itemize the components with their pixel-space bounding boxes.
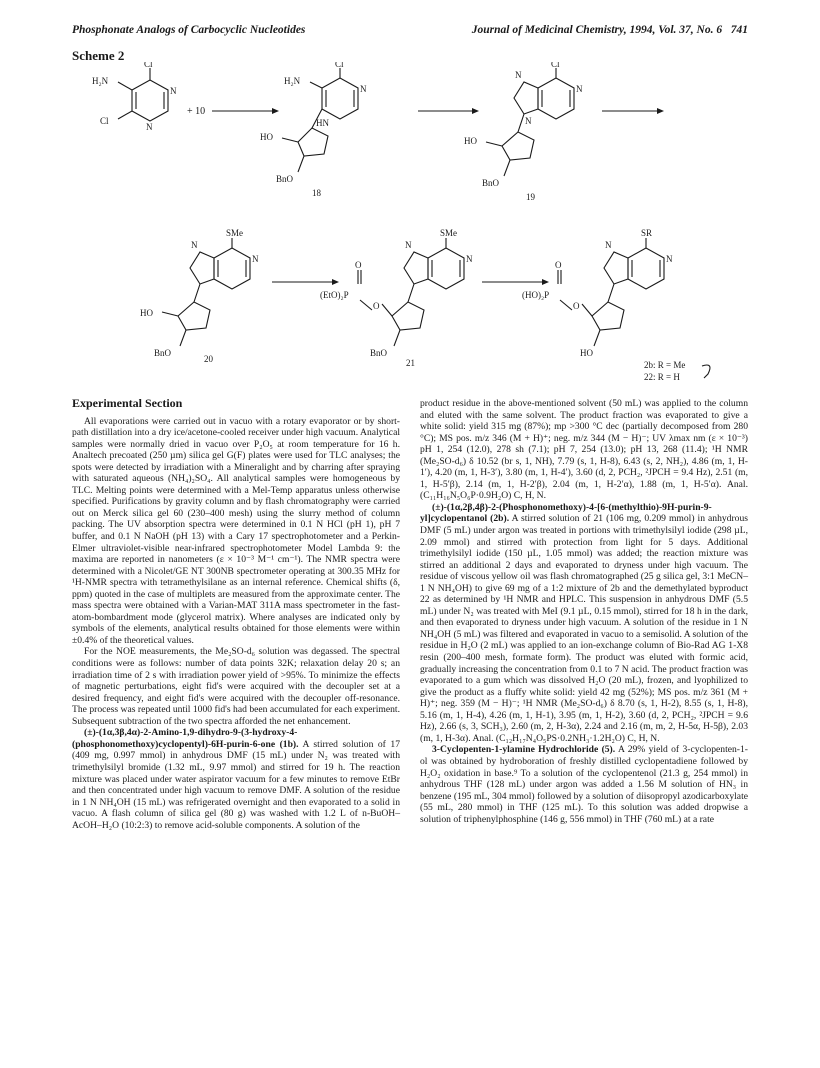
- compound-label-20: 20: [204, 354, 213, 364]
- legend-22: 22: R = H: [644, 372, 680, 382]
- running-title: Phosphonate Analogs of Carbocyclic Nucleotides: [72, 24, 306, 36]
- atom-bno-5: BnO: [370, 348, 388, 358]
- atom-hn-2: HN: [316, 118, 329, 128]
- compound-label-18: 18: [312, 188, 321, 198]
- atom-o-5a: O: [355, 260, 362, 270]
- reaction-scheme: [72, 62, 748, 392]
- compound-21-structure: [358, 238, 464, 346]
- journal-citation: [472, 24, 748, 36]
- scheme-title: Scheme 2: [72, 48, 125, 63]
- atom-cl-4: Cl: [551, 62, 560, 69]
- atom-n-5b: N: [466, 254, 473, 264]
- atom-n-6b: N: [666, 254, 673, 264]
- atom-n-2a: N: [360, 84, 367, 94]
- right-column: [420, 398, 748, 825]
- atom-ho-4: HO: [140, 308, 153, 318]
- atom-ho2p: (HO)₂P: [522, 290, 550, 300]
- atom-h2n-2: H₂N: [284, 76, 301, 86]
- compound-1b-text: A stirred solution of 17 (409 mg, 0.997 mmol) in anhydrous DMF (15 mL) under N₂ was treated with trimethylsilyl bromide (1.32 mL, 9.97 mmol) and stirred for 19 h. The reaction mixture was placed under water aspirator vacuum for a few minutes to remove EtBr and then concentrated under high vacuum to remove DMF. A solution of the residue in 1 N NH₄OH (15 mL) was refrigerated overnight and then evaporated to a solid in vacuo. A flash column of silica gel (80 g) was washed with 1.2 L of n-BuOH–AcOH–H₂O (10:2:3) to remove acid-soluble components. A solution of the: [72, 738, 400, 831]
- atom-n-3a: N: [515, 70, 522, 80]
- page-number: 741: [730, 24, 748, 36]
- atom-ho-3: HO: [464, 136, 477, 146]
- atom-bno-2: BnO: [276, 174, 294, 184]
- compound-1b-paragraph: [72, 727, 400, 831]
- compound-label-21: 21: [406, 358, 415, 368]
- compound-5-paragraph: [420, 744, 748, 825]
- compound-1b-title: (±)-(1α,3β,4α)-2-Amino-1,9-dihydro-9-(3-hydroxy-4-(phosphonomethoxy)cyclopentyl)-6H-purin-6-one (1b).: [72, 727, 299, 750]
- atom-o-6a: O: [555, 260, 562, 270]
- reagent-label: + 10: [187, 106, 206, 117]
- general-methods-paragraph: All evaporations were carried out in vacuo with a rotary evaporator or by short-path distillation into a dry ice/acetone-cooled receiver under high vacuum. Analytical samples were normally dried in vacuo over P₂O₅ at room temperature for 16 h. Analtech precoated (250 µm) silica gel G(F) plates were used for TLC analyses; the spots were detected by irradiation with a Mineralight and by charring after spraying with saturated aqueous (NH₄)₂SO₄. All analytical samples were homogeneous by TLC. Melting points were determined with a Mel-Temp apparatus unless otherwise specified. Purifications by gravity column and by flash chromatography were carried out on Merck silica gel 60 (230–400 mesh) using the slurry method of column packing. The UV absorption spectra were determined in 0.1 N HCl (pH 1), pH 7 buffer, and 0.1 N NaOH (pH 13) with a Cary 17 spectrophotometer and a Perkin-Elmer ultraviolet-visible near-infrared spectrophotometer Model Lambda 9: the maxima are reported in nanometers (ε × 10⁻³ M⁻¹ cm⁻¹). The NMR spectra were determined with a Nicolet/GE NT 300NB spectrometer operating at 300.35 MHz for ¹H-NMR spectra with tetramethylsilane as an internal reference. Chemical shifts (δ, ppm) quoted in the case of multiplets are measured from the approximate center. The mass spectra were obtained with a Varian-MAT 311A mass spectrometer in the fast-atom-bombardment mode (glycerol matrix). Where analyses are indicated only by symbols of the elements, analytical results obtained for those elements were within ±0.4% of the theoretical values.: [72, 415, 400, 646]
- atom-n-6a: N: [605, 240, 612, 250]
- atom-cl-1: Cl: [144, 62, 153, 69]
- atom-sme-2: SMe: [440, 228, 458, 238]
- atom-n-4b: N: [252, 254, 259, 264]
- atom-n-4a: N: [191, 240, 198, 250]
- compound-5-text: A 29% yield of 3-cyclopenten-1-ol was obtained by hydroboration of freshly distilled cyclopentadiene followed by H₂O₂ oxidation in base.⁹ To a solution of the cyclopentenol (21.3 g, 254 mmol) in anhydrous THF (128 mL) under argon was added a 1.56 M solution of HN₃ in benzene (195 mL, 304 mmol) followed by a solution of diisopropyl azodicarboxylate (55 mL, 280 mmol) in THF (125 mL). To this solution was added dropwise a solution of triphenylphosphine (146 g, 556 mmol) in THF (760 mL) at a rate: [420, 744, 748, 825]
- atom-n-3b: N: [576, 84, 583, 94]
- pyrimidine-starting-material: [118, 68, 168, 121]
- compound-2b-title: (±)-(1α,2β,4β)-2-(Phosphonomethoxy)-4-[6-(methylthio)-9H-purin-9-yl]cyclopentanol (2b).: [420, 501, 712, 525]
- compound-2b-paragraph: [420, 502, 748, 744]
- left-column: [72, 398, 400, 831]
- compound-20-structure: [162, 238, 250, 346]
- atom-sr: SR: [641, 228, 653, 238]
- section-title: Experimental Section: [72, 396, 183, 410]
- atom-bno-4: BnO: [154, 348, 172, 358]
- atom-o-6b: O: [573, 301, 580, 311]
- atom-cl-2: Cl: [100, 116, 109, 126]
- compound-label-19: 19: [526, 192, 535, 202]
- compound-5-title: 3-Cyclopenten-1-ylamine Hydrochloride (5).: [432, 744, 616, 756]
- atom-n-1a: N: [170, 86, 177, 96]
- atom-h2n-1: H₂N: [92, 76, 109, 86]
- compound-2b-text: A stirred solution of 21 (106 mg, 0.209 mmol) in anhydrous DMF (5 mL) under argon was treated in portions with trimethylsilyl iodide (298 µL, 2.09 mmol) and stirred with protection from light for 5 days. Additional trimethylsilyl iodide (150 µL, 1.05 mmol) was added; the reaction mixture was stirred an additional 2 days and evaporated to dryness under high vacuum. The residue of viscous yellow oil was flash chromatographed (25 g silica gel, 3:1 MeCN–1 N NH₄OH) to give 69 mg of a 1:2 mixture of 2b and the demethylated byproduct 22 as determined by ¹H NMR and HPLC. This suspension in anhydrous DMF (5.5 mL) under N₂ was treated with MeI (9.1 µL, 0.15 mmol), stirred for 18 h in the dark, and then evaporated to dryness under high vacuum. A solution of the residue in 1 N NH₄OH (5 mL) was filtered and evaporated in vacuo to a semisolid. A solution of the residue in H₂O (2 mL) was applied to an ion-exchange column of Bio-Rad AG 1-X8 resin (200–400 mesh, formate form). The product was eluted with formic acid, gradually increasing the concentration from 0.1 to 7 N acid. The product fraction was evaporated to a gum which was dissolved H₂O (20 mL), frozen, and lyophilized to give the product as a fluffy white solid: yield 42 mg (52%); MS pos. m/z 361 (M + H)⁺; neg. 359 (M − H)⁻; ¹H NMR (Me₂SO-d₆) δ 8.70 (s, 1, H-2), 8.55 (s, 1, H-8), 5.16 (m, 1, H-4), 4.26 (m, 1, H-1), 3.95 (m, 1, H-2), 3.60 (d, 2, PCH₂, ²JPCH = 9.6 Hz), 2.66 (s, 3, SCH₃), 2.60 (m, 2, H-3α), 2.24 and 2.16 (m, m, 2, H-5α, H-5β), 2.03 (m, 1, H-3α). Anal. (C₁₂H₁₇N₄O₅PS·0.2NH₃·1.2H₂O) C, H, N.: [420, 513, 748, 744]
- atom-ho-2: HO: [260, 132, 273, 142]
- atom-n-1b: N: [146, 122, 153, 132]
- noe-paragraph: For the NOE measurements, the Me₂SO-d₆ solution was degassed. The spectral conditions were as follows: number of data points 32K; relaxation delay 20 s; an irradiation time of 2 s with irradiation power yield of >95%. To minimize the effects of magnetic perturbations, eight fid's were acquired with the decoupler set at a desired frequency, and eight fid's were acquired with the decoupler off-resonance. The process was repeated until 1000 fid's had been accumulated for each experiment. Subsequent subtraction of the two spectra afforded the net enhancement.: [72, 646, 400, 727]
- running-header: [72, 24, 748, 40]
- atom-bno-3: BnO: [482, 178, 500, 188]
- compound-1b-continued: product residue in the above-mentioned solvent (50 mL) was applied to the column and eluted with the same solvent. The product fraction was evaporated to give a white solid: yield 315 mg (87%); mp >300 °C dec (partially decomposed from 280 °C); MS pos. m/z 346 (M + H)⁺; neg. m/z 344 (M − H)⁻; UV λmax nm (ε × 10⁻³) pH 1, 254 (12.0), 278 sh (7.1); pH 7, 254 (13.0); pH 13, 268 (11.4); ¹H NMR (Me₂SO-d₆) δ 10.52 (br s, 1, NH), 7.79 (s, 1, H-8), 6.43 (s, 2, NH₂), 4.86 (m, 1, H-1′), 4.20 (m, 1, H-3′), 3.80 (m, 1, H-4′), 3.60 (d, 2, PCH₂, ²JPCH = 9.4 Hz), 2.51 (m, 1, H-5′β), 2.14 (m, 1, H-2′β), 2.04 (m, 1, H-2′α), 1.88 (m, 1, H-5′α). Anal. (C₁₁H₁₆N₅O₆P·0.9H₂O) C, H, N.: [420, 398, 748, 502]
- atom-sme-1: SMe: [226, 228, 244, 238]
- atom-n-3c: N: [525, 116, 532, 126]
- atom-eto2p: (EtO)₂P: [320, 290, 349, 300]
- atom-n-5a: N: [405, 240, 412, 250]
- legend-2b: 2b: R = Me: [644, 360, 686, 370]
- atom-o-5b: O: [373, 301, 380, 311]
- journal-name: Journal of Medicinal Chemistry, 1994, Vol. 37, No. 6: [471, 24, 723, 36]
- atom-ho-6: HO: [580, 348, 593, 358]
- atom-cl-3: Cl: [335, 62, 344, 69]
